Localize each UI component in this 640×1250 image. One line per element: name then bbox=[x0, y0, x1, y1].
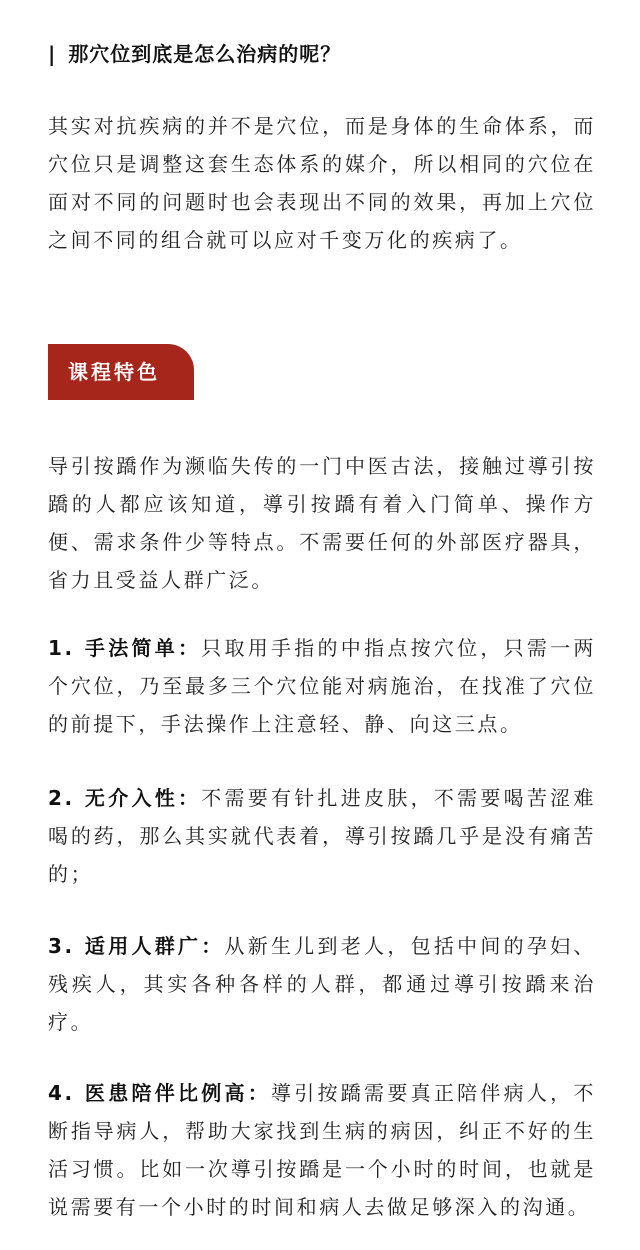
feature-item-2 bbox=[48, 779, 596, 893]
intro-paragraph: 其实对抗疾病的并不是穴位，而是身体的生命体系，而穴位只是调整这套生态体系的媒介，所以相同的穴位在面对不同的问题时也会表现出不同的效果，再加上穴位之间不同的组合就可以应对千变万化的疾病了。 bbox=[48, 114, 596, 252]
feature-body: 从新生儿到老人，包括中间的孕妇、残疾人，其实各种各样的人群，都通过導引按蹻来治疗。 bbox=[48, 934, 596, 1034]
feature-title: 3. 适用人群广： bbox=[48, 934, 225, 958]
feature-body: 只取用手指的中指点按穴位，只需一两个穴位，乃至最多三个穴位能对病施治，在找准了穴位的前提下，手法操作上注意轻、静、向这三点。 bbox=[48, 636, 597, 736]
feature-body: 導引按蹻需要真正陪伴病人，不断指导病人，帮助大家找到生病的病因，纠正不好的生活习惯。比如一次導引按蹻是一个小时的时间，也就是说需要有一个小时的时间和病人去做足够深入的沟通。 bbox=[48, 1081, 596, 1219]
feature-body: 不需要有针扎进皮肤，不需要喝苦涩难喝的药，那么其实就代表着，導引按蹻几乎是没有痛苦的； bbox=[48, 786, 597, 886]
feature-item-3 bbox=[48, 927, 596, 1041]
feature-title: 1. 手法简单： bbox=[48, 636, 202, 660]
section-heading bbox=[48, 38, 341, 67]
feature-title: 4. 医患陪伴比例高： bbox=[48, 1081, 272, 1105]
feature-item-1 bbox=[48, 629, 596, 743]
heading-text: 那穴位到底是怎么治病的呢？ bbox=[68, 42, 342, 66]
course-intro-paragraph: 导引按蹻作为濒临失传的一门中医古法，接触过導引按蹻的人都应该知道，導引按蹻有着入门简单、操作方便、需求条件少等特点。不需要任何的外部医疗器具，省力且受益人群广泛。 bbox=[48, 454, 596, 592]
feature-title: 2. 无介入性： bbox=[48, 786, 202, 810]
feature-item-4 bbox=[48, 1074, 596, 1226]
heading-bar: | bbox=[48, 42, 57, 66]
section-tag-course-features: 课程特色 bbox=[48, 344, 194, 400]
